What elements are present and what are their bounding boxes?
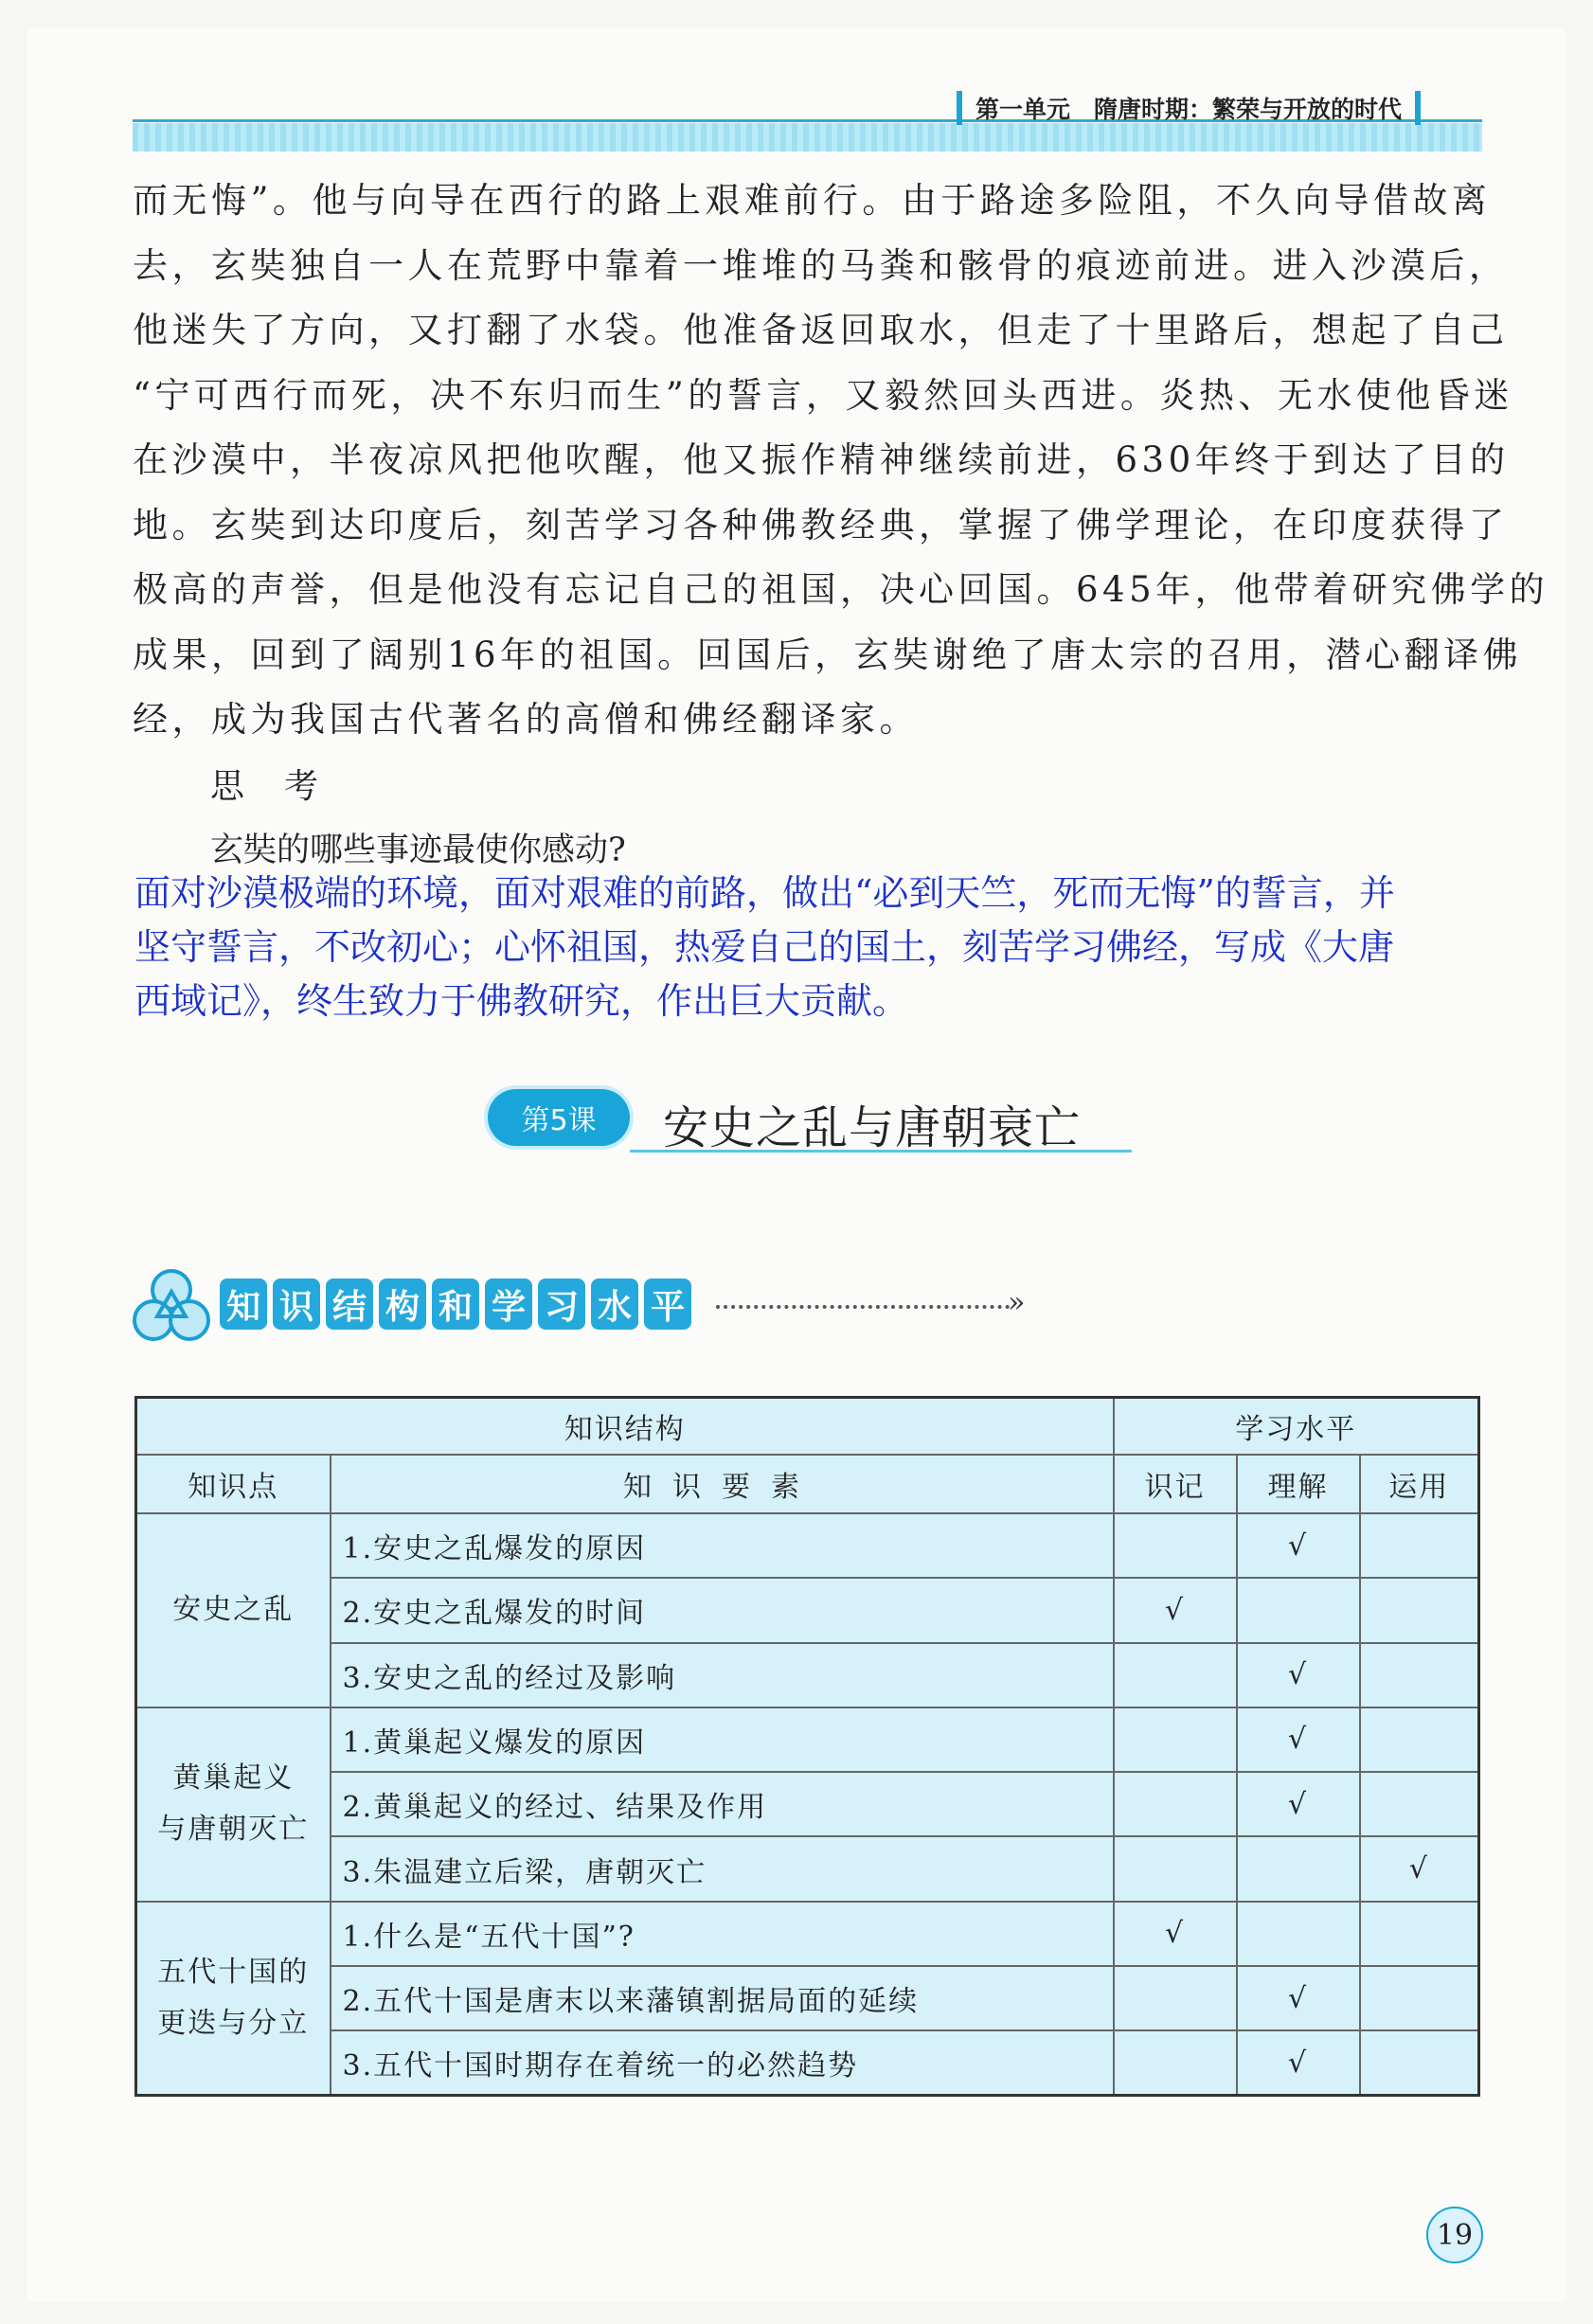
knowledge-point (136, 1902, 331, 2096)
body-line: 经，成为我国古代著名的高僧和佛经翻译家。 (133, 699, 919, 740)
knowledge-triangle-icon (133, 1267, 210, 1345)
lesson-badge: 第5课 (488, 1089, 630, 1146)
element-text: 2.安史之乱爆发的时间 (331, 1578, 1114, 1642)
check-mark (1360, 2030, 1479, 2095)
body-line: 在沙漠中，半夜凉风把他吹醒，他又振作精神继续前进，630年终于到达了目的 (133, 439, 1510, 480)
element-text: 1.黄巢起义爆发的原因 (331, 1707, 1114, 1772)
lesson-heading (488, 1089, 1127, 1155)
check-mark: √ (1114, 1902, 1237, 1966)
check-mark: √ (1237, 1513, 1360, 1578)
check-mark (1360, 1513, 1479, 1578)
check-mark (1114, 2030, 1237, 2095)
lesson-title: 安史之乱与唐朝衰亡 (663, 1101, 1082, 1154)
answer-line: 坚守誓言，不改初心；心怀祖国，热爱自己的国土，刻苦学习佛经，写成《大唐 (134, 926, 1395, 968)
answer-line: 西域记》，终生致力于佛教研究，作出巨大贡献。 (134, 980, 909, 1022)
knowledge-point (136, 1513, 331, 1707)
element-text: 1.什么是“五代十国”? (331, 1902, 1114, 1966)
banner-char: 水 (591, 1278, 638, 1330)
body-line: 极高的声誉，但是他没有忘记自己的祖国，决心回国。645年，他带着研究佛学的 (133, 569, 1549, 610)
check-mark (1237, 1836, 1360, 1901)
body-line: 而无悔”。他与向导在西行的路上艰难前行。由于路途多险阻，不久向导借故离 (133, 180, 1492, 221)
check-mark: √ (1237, 1966, 1360, 2030)
body-line: 地。玄奘到达印度后，刻苦学习各种佛教经典，掌握了佛学理论，在印度获得了 (133, 504, 1509, 545)
check-mark (1114, 1643, 1237, 1707)
check-mark (1237, 1902, 1360, 1966)
column-header-point: 知识点 (136, 1455, 331, 1513)
table-header-level: 学习水平 (1114, 1398, 1479, 1456)
check-mark (1114, 1772, 1237, 1836)
check-mark (1360, 1578, 1479, 1642)
knowledge-point-line: 五代十国的 (157, 1955, 310, 1989)
column-header-understand: 理解 (1237, 1455, 1360, 1513)
check-mark (1360, 1707, 1479, 1772)
double-arrow-icon: » (1008, 1286, 1026, 1319)
element-text: 2.五代十国是唐末以来藩镇割据局面的延续 (331, 1966, 1114, 2030)
check-mark (1360, 1643, 1479, 1707)
check-mark (1114, 1836, 1237, 1901)
check-mark: √ (1360, 1836, 1479, 1901)
banner-char: 识 (273, 1278, 320, 1330)
banner-char: 平 (644, 1278, 691, 1330)
element-text: 3.五代十国时期存在着统一的必然趋势 (331, 2030, 1114, 2095)
check-mark (1237, 1578, 1360, 1642)
page-number: 19 (1426, 2207, 1483, 2263)
check-mark (1360, 1772, 1479, 1836)
check-mark (1114, 1707, 1237, 1772)
banner-char: 结 (326, 1278, 373, 1330)
element-text: 3.安史之乱的经过及影响 (331, 1643, 1114, 1707)
table-header-structure: 知识结构 (136, 1398, 1114, 1456)
banner-char: 和 (432, 1278, 479, 1330)
body-line: “宁可西行而死，决不东归而生”的誓言，又毅然回头西进。炎热、无水使他昏迷 (133, 374, 1513, 416)
body-line: 成果，回到了阔别16年的祖国。回国后，玄奘谢绝了唐太宗的召用，潜心翻译佛 (133, 634, 1523, 675)
knowledge-point-line: 更迭与分立 (157, 2006, 310, 2040)
check-mark: √ (1237, 1643, 1360, 1707)
column-header-elements: 知识要素 (331, 1455, 1114, 1513)
unit-title: 第一单元 隋唐时期：繁荣与开放的时代 (957, 91, 1421, 125)
check-mark (1114, 1513, 1237, 1578)
think-heading: 思考 (210, 767, 359, 806)
knowledge-table (134, 1396, 1480, 2097)
check-mark (1114, 1966, 1237, 2030)
answer-line: 面对沙漠极端的环境，面对艰难的前路，做出“必到天竺，死而无悔”的誓言，并 (134, 872, 1395, 914)
body-text (133, 169, 1549, 753)
knowledge-point-line: 黄巢起义 (172, 1761, 295, 1796)
section-banner (220, 1278, 691, 1332)
banner-dotted-line (716, 1305, 1010, 1309)
banner-char: 构 (379, 1278, 426, 1330)
body-line: 他迷失了方向，又打翻了水袋。他准备返回取水，但走了十里路后，想起了自己 (133, 310, 1509, 350)
body-line: 去，玄奘独自一人在荒野中靠着一堆堆的马粪和骸骨的痕迹前进。进入沙漠后， (133, 244, 1509, 286)
check-mark: √ (1237, 1707, 1360, 1772)
element-text: 2.黄巢起义的经过、结果及作用 (331, 1772, 1114, 1836)
handwritten-answer (134, 867, 1489, 1028)
check-mark: √ (1237, 2030, 1360, 2095)
column-header-memorize: 识记 (1114, 1455, 1237, 1513)
knowledge-point (136, 1707, 331, 1902)
check-mark (1360, 1966, 1479, 2030)
banner-char: 学 (485, 1278, 532, 1330)
column-header-apply: 运用 (1360, 1455, 1479, 1513)
check-mark (1360, 1902, 1479, 1966)
think-question: 玄奘的哪些事迹最使你感动? (210, 831, 626, 869)
check-mark: √ (1237, 1772, 1360, 1836)
knowledge-point-line: 安史之乱 (172, 1593, 295, 1627)
element-text: 1.安史之乱爆发的原因 (331, 1513, 1114, 1578)
check-mark: √ (1114, 1578, 1237, 1642)
element-text: 3.朱温建立后梁，唐朝灭亡 (331, 1836, 1114, 1901)
banner-char: 知 (220, 1278, 267, 1330)
knowledge-point-line: 与唐朝灭亡 (157, 1813, 310, 1847)
banner-char: 习 (538, 1278, 585, 1330)
header-band (133, 123, 1482, 152)
